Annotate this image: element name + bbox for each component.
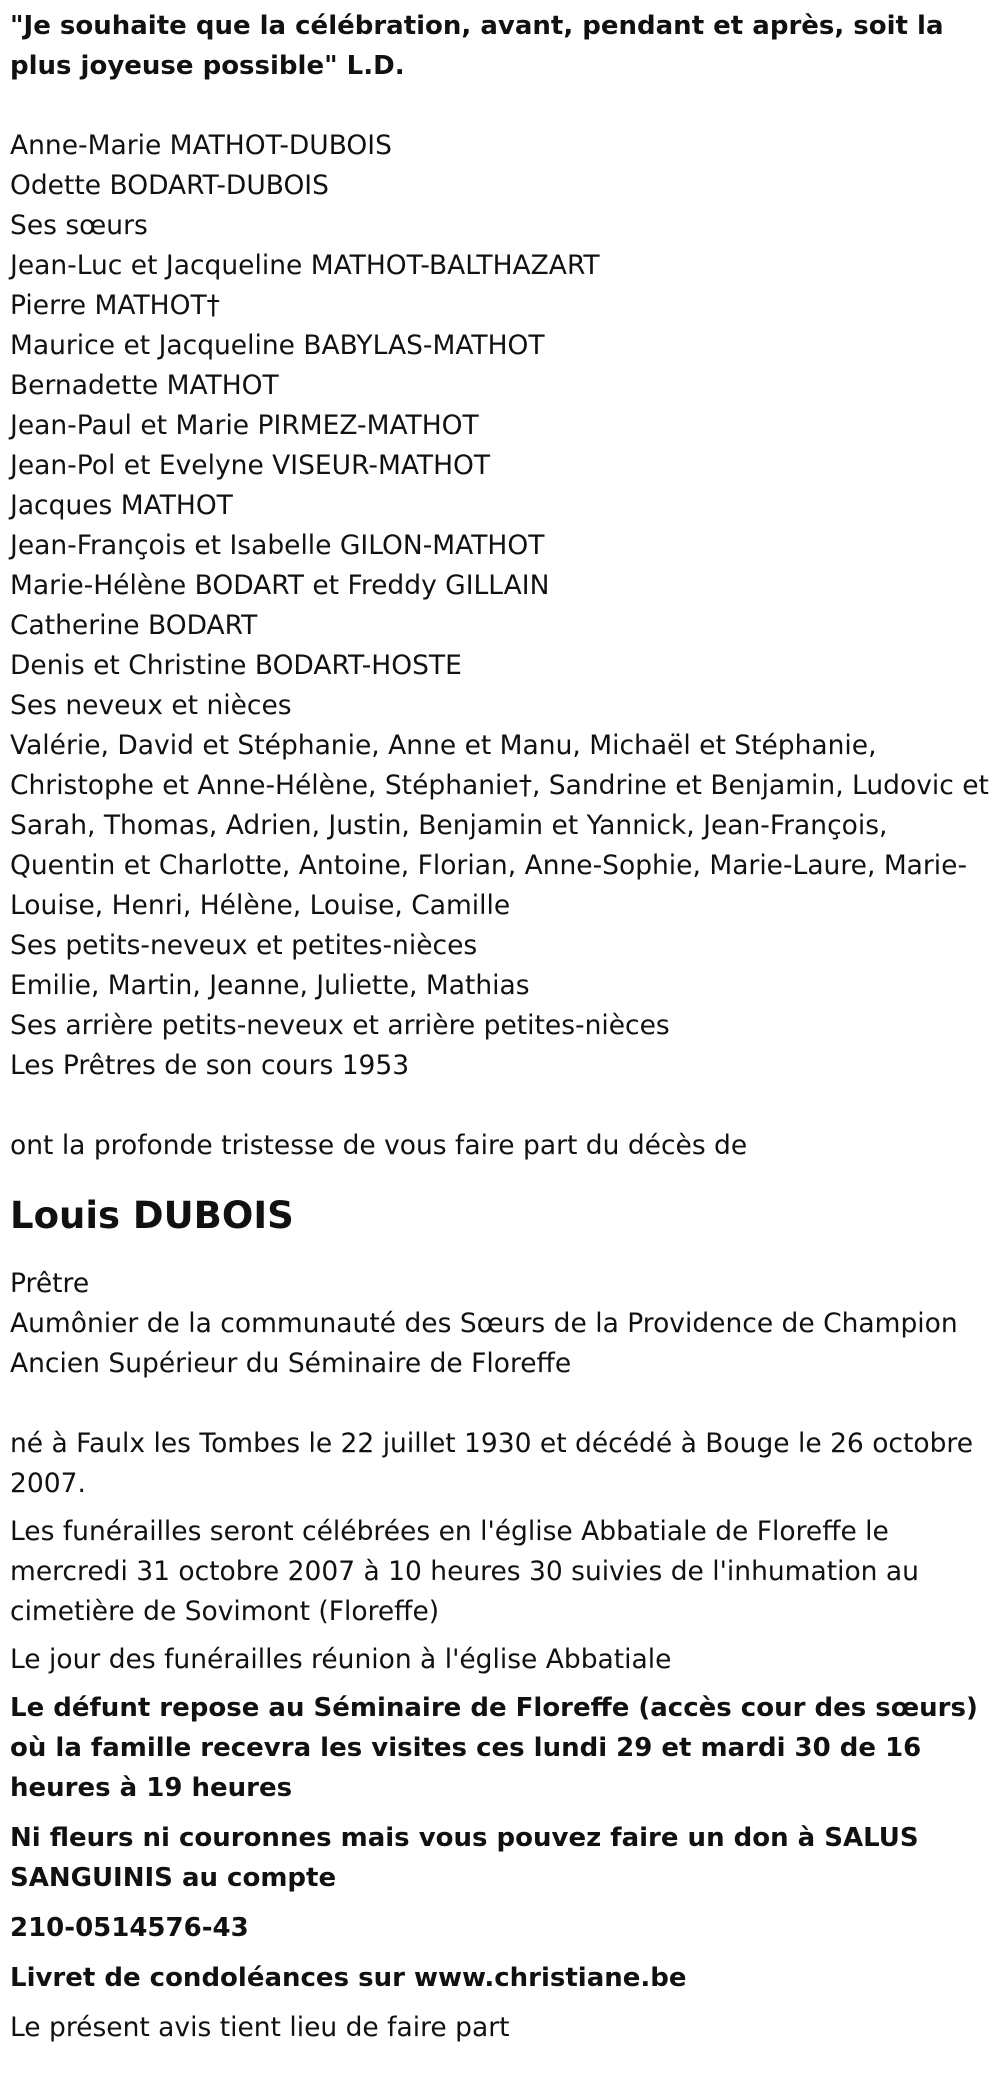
- funeral-details: Les funérailles seront célébrées en l'église Abbatiale de Floreffe le mercredi 31 octobre 2007 à 10 heures 30 suivies de l'inhumation au cimetière de Sovimont (Floreffe): [10, 1516, 919, 1627]
- family-line: Denis et Christine BODART-HOSTE: [10, 650, 462, 681]
- closing-note: Le présent avis tient lieu de faire part: [10, 2012, 510, 2043]
- family-line: Jean-Pol et Evelyne VISEUR-MATHOT: [10, 450, 491, 481]
- family-list: [10, 126, 1000, 1086]
- title-line: Prêtre: [10, 1268, 90, 1299]
- spacer: [10, 1086, 1000, 1126]
- family-line: Bernadette MATHOT: [10, 370, 279, 401]
- family-line: Pierre MATHOT†: [10, 290, 220, 321]
- family-line: Maurice et Jacqueline BABYLAS-MATHOT: [10, 330, 545, 361]
- family-line: Les Prêtres de son cours 1953: [10, 1050, 410, 1081]
- family-line: Marie-Hélène BODART et Freddy GILLAIN: [10, 570, 550, 601]
- family-line: Jean-Paul et Marie PIRMEZ-MATHOT: [10, 410, 479, 441]
- family-line: Jean-Luc et Jacqueline MATHOT-BALTHAZART: [10, 250, 600, 281]
- family-line: Emilie, Martin, Jeanne, Juliette, Mathias: [10, 970, 530, 1001]
- birth-death-dates: né à Faulx les Tombes le 22 juillet 1930 et décédé à Bouge le 26 octobre 2007.: [10, 1428, 974, 1499]
- spacer: [10, 1384, 1000, 1424]
- deceased-titles: [10, 1264, 1000, 1384]
- donation-info: Ni fleurs ni couronnes mais vous pouvez faire un don à SALUS SANGUINIS au compte: [10, 1823, 919, 1893]
- gathering-info: Le jour des funérailles réunion à l'église Abbatiale: [10, 1644, 672, 1675]
- family-line: Jean-François et Isabelle GILON-MATHOT: [10, 530, 545, 561]
- account-number: 210-0514576-43: [10, 1913, 249, 1943]
- title-line: Aumônier de la communauté des Sœurs de la Providence de Champion: [10, 1308, 958, 1339]
- deceased-name: Louis DUBOIS: [10, 1194, 294, 1237]
- visits-info: Le défunt repose au Séminaire de Floreffe (accès cour des sœurs) où la famille recevra les visites ces lundi 29 et mardi 30 de 16 heures à 19 heures: [10, 1693, 978, 1803]
- spacer: [10, 86, 1000, 126]
- family-line: Anne-Marie MATHOT-DUBOIS: [10, 130, 392, 161]
- family-line: Catherine BODART: [10, 610, 258, 641]
- family-line: Ses sœurs: [10, 210, 148, 241]
- family-line: Ses petits-neveux et petites-nièces: [10, 930, 478, 961]
- announcement-text: ont la profonde tristesse de vous faire part du décès de: [10, 1130, 748, 1161]
- condolences-link[interactable]: Livret de condoléances sur www.christiane.be: [10, 1963, 687, 1993]
- family-line: Ses arrière petits-neveux et arrière petites-nièces: [10, 1010, 670, 1041]
- title-line: Ancien Supérieur du Séminaire de Floreffe: [10, 1348, 572, 1379]
- nephews-nieces-names: Valérie, David et Stéphanie, Anne et Manu, Michaël et Stéphanie, Christophe et Anne-Hélène, Stéphanie†, Sandrine et Benjamin, Ludovic et Sarah, Thomas, Adrien, Justin, Benjamin et Yannick, Jean-François, Quentin et Charlotte, Antoine, Florian, Anne-Sophie, Marie-Laure, Marie-Louise, Henri, Hélène, Louise, Camille: [10, 730, 989, 921]
- family-line: Jacques MATHOT: [10, 490, 233, 521]
- family-line: Odette BODART-DUBOIS: [10, 170, 329, 201]
- opening-quote: "Je souhaite que la célébration, avant, pendant et après, soit la plus joyeuse possible" L.D.: [10, 11, 944, 81]
- family-line: Ses neveux et nièces: [10, 690, 292, 721]
